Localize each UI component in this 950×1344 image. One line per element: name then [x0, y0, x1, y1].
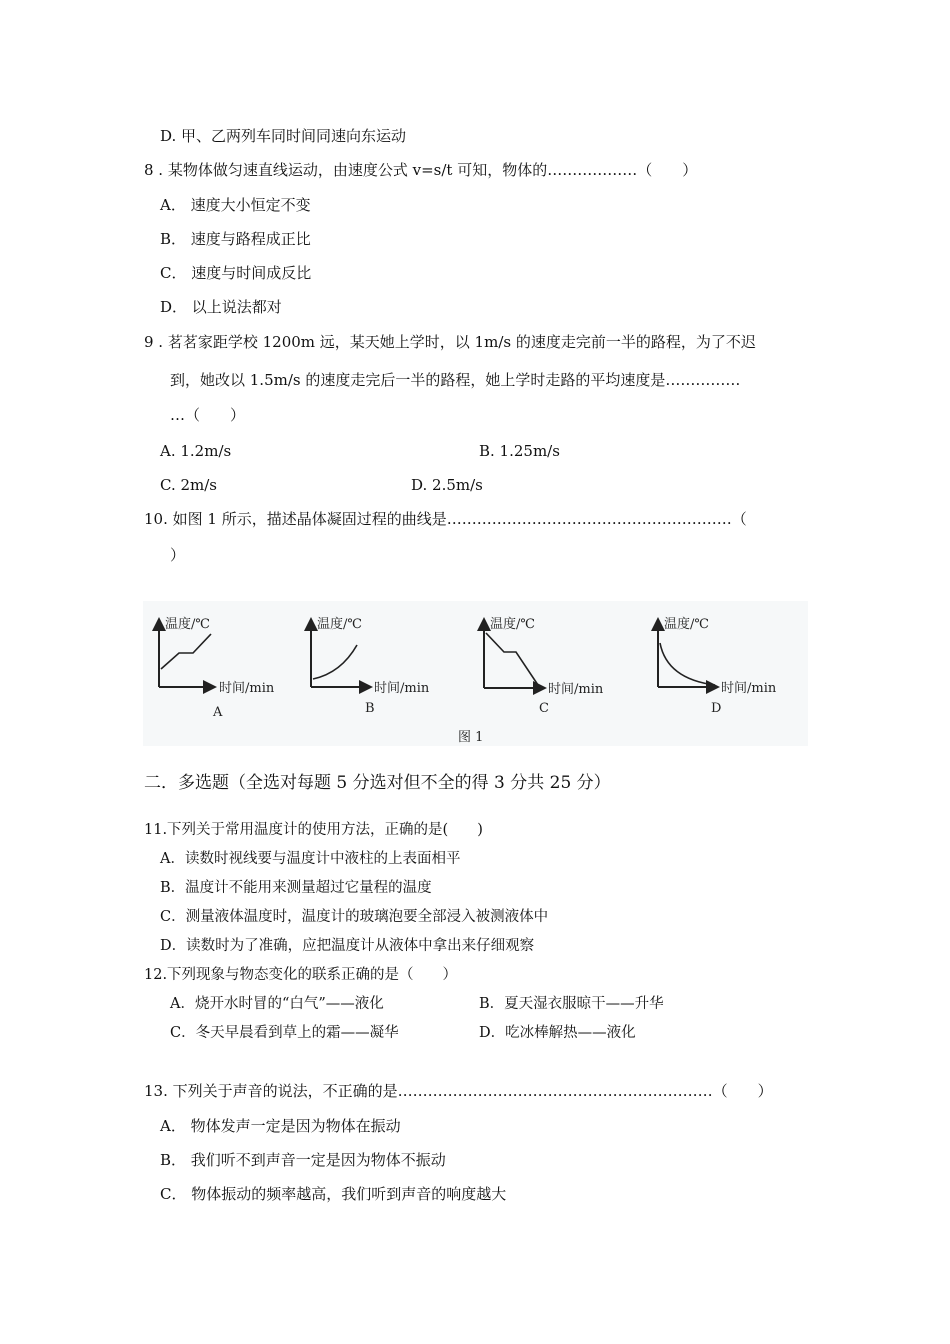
graph-c: [484, 616, 604, 716]
graph-d: [658, 616, 777, 716]
x-axis-label-c: 时间/min: [548, 682, 604, 697]
q8-option-a: A． 速度大小恒定不变: [160, 196, 311, 214]
x-axis-label-d: 时间/min: [721, 681, 777, 696]
graph-a: [159, 616, 275, 720]
q10-stem-line1: 10. 如图 1 所示，描述晶体凝固过程的曲线是…………………………………………………（: [144, 510, 747, 528]
q8-option-c: C． 速度与时间成反比: [160, 264, 312, 282]
figure-1: [143, 601, 808, 746]
panel-label-b: B: [365, 701, 375, 716]
q12-option-a: A．烧开水时冒的“白气”——液化: [170, 996, 384, 1012]
q13-stem: 13. 下列关于声音的说法，不正确的是………………………………………………………（ ）: [144, 1082, 773, 1100]
q11-option-c: C．测量液体温度时，温度计的玻璃泡要全部浸入被测液体中: [160, 909, 549, 925]
curve-d: [660, 643, 715, 685]
curve-a: [161, 634, 211, 669]
panel-label-d: D: [711, 701, 722, 716]
y-axis-label-a: 温度/℃: [165, 617, 210, 632]
y-axis-label-d: 温度/℃: [664, 617, 709, 632]
q9-option-c: C. 2m/s: [160, 476, 217, 494]
graph-b: [311, 616, 430, 716]
y-axis-label-b: 温度/℃: [317, 617, 362, 632]
q10-stem-line2: ）: [170, 546, 186, 564]
q13-option-a: A． 物体发声一定是因为物体在振动: [160, 1117, 401, 1135]
figure-caption: 图 1: [458, 730, 484, 745]
curve-c: [486, 633, 538, 685]
section2-title: 二．多选题（全选对每题 5 分选对但不全的得 3 分共 25 分）: [144, 773, 611, 793]
q12-option-c: C．冬天早晨看到草上的霜——凝华: [170, 1025, 399, 1041]
panel-label-a: A: [213, 705, 223, 720]
x-axis-label-a: 时间/min: [219, 681, 275, 696]
q11-option-b: B．温度计不能用来测量超过它量程的温度: [160, 880, 432, 896]
q9-option-a: A. 1.2m/s: [160, 442, 232, 460]
q8-option-b: B． 速度与路程成正比: [160, 230, 311, 248]
q9-stem-line3: …（ ）: [170, 406, 246, 424]
q13-option-b: B． 我们听不到声音一定是因为物体不振动: [160, 1151, 446, 1169]
q11-option-d: D．读数时为了准确，应把温度计从液体中拿出来仔细观察: [160, 938, 535, 954]
q9-option-d: D. 2.5m/s: [411, 476, 483, 494]
q12-stem: 12.下列现象与物态变化的联系正确的是（ ）: [144, 967, 458, 983]
q8-option-d: D． 以上说法都对: [160, 298, 282, 316]
q12-option-d: D．吃冰棒解热——液化: [479, 1025, 636, 1041]
q9-stem-line2: 到，她改以 1.5m/s 的速度走完后一半的路程，她上学时走路的平均速度是……………: [170, 371, 741, 389]
q9-option-b: B. 1.25m/s: [479, 442, 560, 460]
q8-stem: 8 . 某物体做匀速直线运动，由速度公式 v=s/t 可知，物体的………………（ ）: [144, 161, 698, 179]
y-axis-label-c: 温度/℃: [490, 617, 535, 632]
q11-stem: 11.下列关于常用温度计的使用方法，正确的是( ): [144, 822, 483, 838]
x-axis-label-b: 时间/min: [374, 681, 430, 696]
q12-option-b: B．夏天湿衣服晾干——升华: [479, 996, 664, 1012]
curve-b: [313, 645, 357, 679]
q9-stem-line1: 9 . 茗茗家距学校 1200m 远，某天她上学时，以 1m/s 的速度走完前一半的路程，为了不迟: [144, 333, 756, 351]
figure-1-graphs: [143, 601, 808, 746]
q7-option-d: D. 甲、乙两列车同时间同速向东运动: [160, 127, 407, 145]
q13-option-c: C． 物体振动的频率越高，我们听到声音的响度越大: [160, 1185, 507, 1203]
panel-label-c: C: [539, 701, 549, 716]
q11-option-a: A．读数时视线要与温度计中液柱的上表面相平: [160, 851, 461, 867]
